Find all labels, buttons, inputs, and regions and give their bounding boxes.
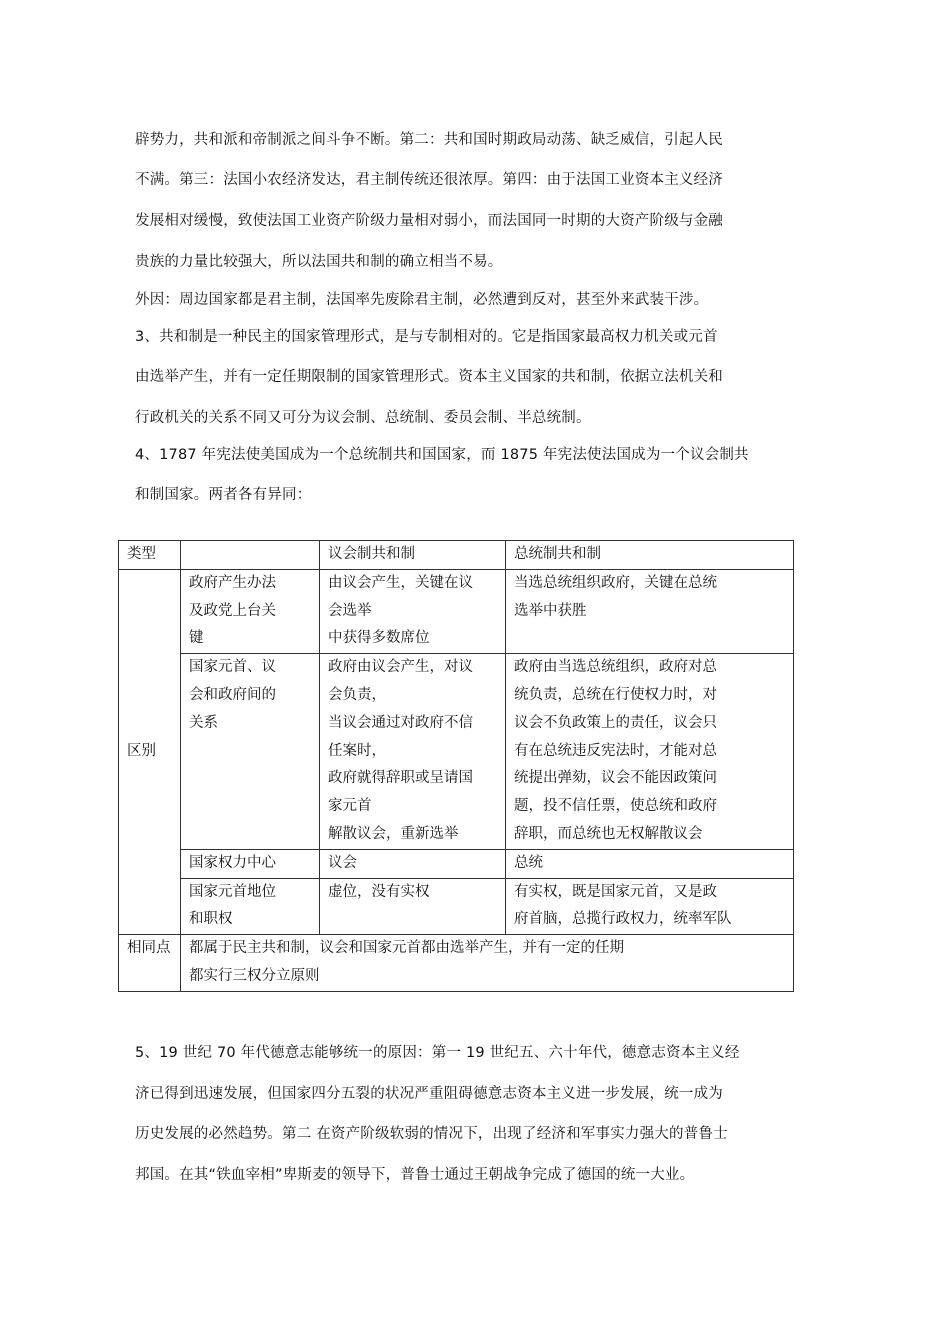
table-row — [119, 849, 794, 878]
cell-text: 虚位，没有实权 — [328, 883, 430, 900]
paragraph-line: 3、共和制是一种民主的国家管理形式，是与专制相对的。它是指国家最高权力机关或元首 — [135, 329, 718, 345]
presidential-cell — [506, 654, 794, 850]
cell-text: 国家元首地位 — [189, 883, 276, 900]
table-row — [119, 569, 794, 653]
comparison-table — [118, 540, 794, 992]
aspect-cell — [181, 569, 320, 653]
cell-text: 统负责，总统在行使权力时，对 — [514, 686, 717, 703]
cell-text: 由议会产生，关键在议 — [328, 574, 473, 591]
paragraph-line: 外因：周边国家都是君主制，法国率先废除君主制，必然遭到反对，甚至外来武装干涉。 — [135, 292, 709, 308]
cell-text: 会和政府间的 — [189, 686, 276, 703]
cell-text: 府首脑，总揽行政权力，统率军队 — [514, 911, 732, 928]
presidential-cell — [506, 849, 794, 878]
header-type-cell: 类型 — [119, 541, 181, 570]
same-content-cell — [181, 935, 794, 992]
paragraph-line: 发展相对缓慢，致使法国工业资产阶级力量相对弱小，而法国同一时期的大资产阶级与金融 — [135, 213, 723, 229]
diff-label-cell: 区别 — [119, 569, 181, 934]
presidential-cell — [506, 878, 794, 935]
cell-text: 家元首 — [328, 798, 372, 815]
parliamentary-cell — [320, 878, 506, 935]
cell-text: 中获得多数席位 — [328, 630, 430, 647]
cell-text: 当议会通过对政府不信 — [328, 714, 473, 731]
cell-text: 辞职，而总统也无权解散议会 — [514, 825, 703, 842]
cell-text: 统提出弹劾，议会不能因政策问 — [514, 770, 717, 787]
cell-text: 和职权 — [189, 911, 233, 928]
table-row — [119, 878, 794, 935]
cell-text: 议会不负政策上的责任，议会只 — [514, 714, 717, 731]
cell-text: 选举中获胜 — [514, 602, 587, 619]
cell-text: 会选举 — [328, 602, 372, 619]
paragraph-line: 和制国家。两者各有异同： — [135, 487, 312, 503]
cell-text: 及政党上台关 — [189, 602, 276, 619]
paragraph-line: 5、19 世纪 70 年代德意志能够统一的原因：第一 19 世纪五、六十年代，德意志资本主义经 — [135, 1045, 740, 1061]
cell-text: 键 — [189, 630, 204, 647]
aspect-cell — [181, 654, 320, 850]
cell-text: 有在总统违反宪法时，才能对总 — [514, 742, 717, 759]
table-row-same — [119, 935, 794, 992]
header-parliamentary-cell: 议会制共和制 — [320, 541, 506, 570]
parliamentary-cell — [320, 849, 506, 878]
cell-text: 有实权，既是国家元首，又是政 — [514, 883, 717, 900]
cell-text: 政府由当选总统组织，政府对总 — [514, 659, 717, 676]
cell-text: 国家元首、议 — [189, 659, 276, 676]
cell-text: 都实行三权分立原则 — [189, 967, 320, 984]
table-header-row — [119, 541, 794, 570]
cell-text: 政府产生办法 — [189, 574, 276, 591]
cell-text: 会负责， — [328, 686, 386, 703]
cell-text: 政府由议会产生，对议 — [328, 659, 473, 676]
paragraph-line: 不满。第三：法国小农经济发达，君主制传统还很浓厚。第四：由于法国工业资本主义经济 — [135, 172, 723, 188]
same-label-cell: 相同点 — [119, 935, 181, 992]
aspect-cell — [181, 878, 320, 935]
parliamentary-cell — [320, 569, 506, 653]
cell-text: 国家权力中心 — [189, 854, 276, 871]
parliamentary-cell — [320, 654, 506, 850]
paragraph-line: 行政机关的关系不同又可分为议会制、总统制、委员会制、半总统制。 — [135, 410, 591, 426]
cell-text: 政府就得辞职或呈请国 — [328, 770, 473, 787]
cell-text: 任案时， — [328, 742, 386, 759]
cell-text: 解散议会，重新选举 — [328, 825, 459, 842]
presidential-cell — [506, 569, 794, 653]
paragraph-line: 济已得到迅速发展，但国家四分五裂的状况严重阻碍德意志资本主义进一步发展，统一成为 — [135, 1086, 723, 1102]
header-presidential-cell: 总统制共和制 — [506, 541, 794, 570]
cell-text: 当选总统组织政府，关键在总统 — [514, 574, 717, 591]
paragraph-line: 邦国。在其“铁血宰相”卑斯麦的领导下，普鲁士通过王朝战争完成了德国的统一大业。 — [135, 1167, 695, 1183]
paragraph-line: 历史发展的必然趋势。第二 在资产阶级软弱的情况下，出现了经济和军事实力强大的普鲁士 — [135, 1126, 728, 1142]
paragraph-line: 4、1787 年宪法使美国成为一个总统制共和国国家，而 1875 年宪法使法国成为一个议会制共 — [135, 447, 749, 463]
cell-text: 总统 — [514, 854, 543, 871]
table-row — [119, 654, 794, 850]
cell-text: 题，投不信任票，使总统和政府 — [514, 798, 717, 815]
cell-text: 议会 — [328, 854, 357, 871]
cell-text: 都属于民主共和制，议会和国家元首都由选举产生，并有一定的任期 — [189, 940, 624, 957]
paragraph-line: 贵族的力量比较强大，所以法国共和制的确立相当不易。 — [135, 254, 503, 270]
cell-text: 关系 — [189, 714, 218, 731]
header-blank-cell — [181, 541, 320, 570]
paragraph-line: 辟势力，共和派和帝制派之间斗争不断。第二：共和国时期政局动荡、缺乏威信，引起人民 — [135, 132, 723, 148]
paragraph-line: 由选举产生，并有一定任期限制的国家管理形式。资本主义国家的共和制，依据立法机关和 — [135, 369, 723, 385]
aspect-cell — [181, 849, 320, 878]
